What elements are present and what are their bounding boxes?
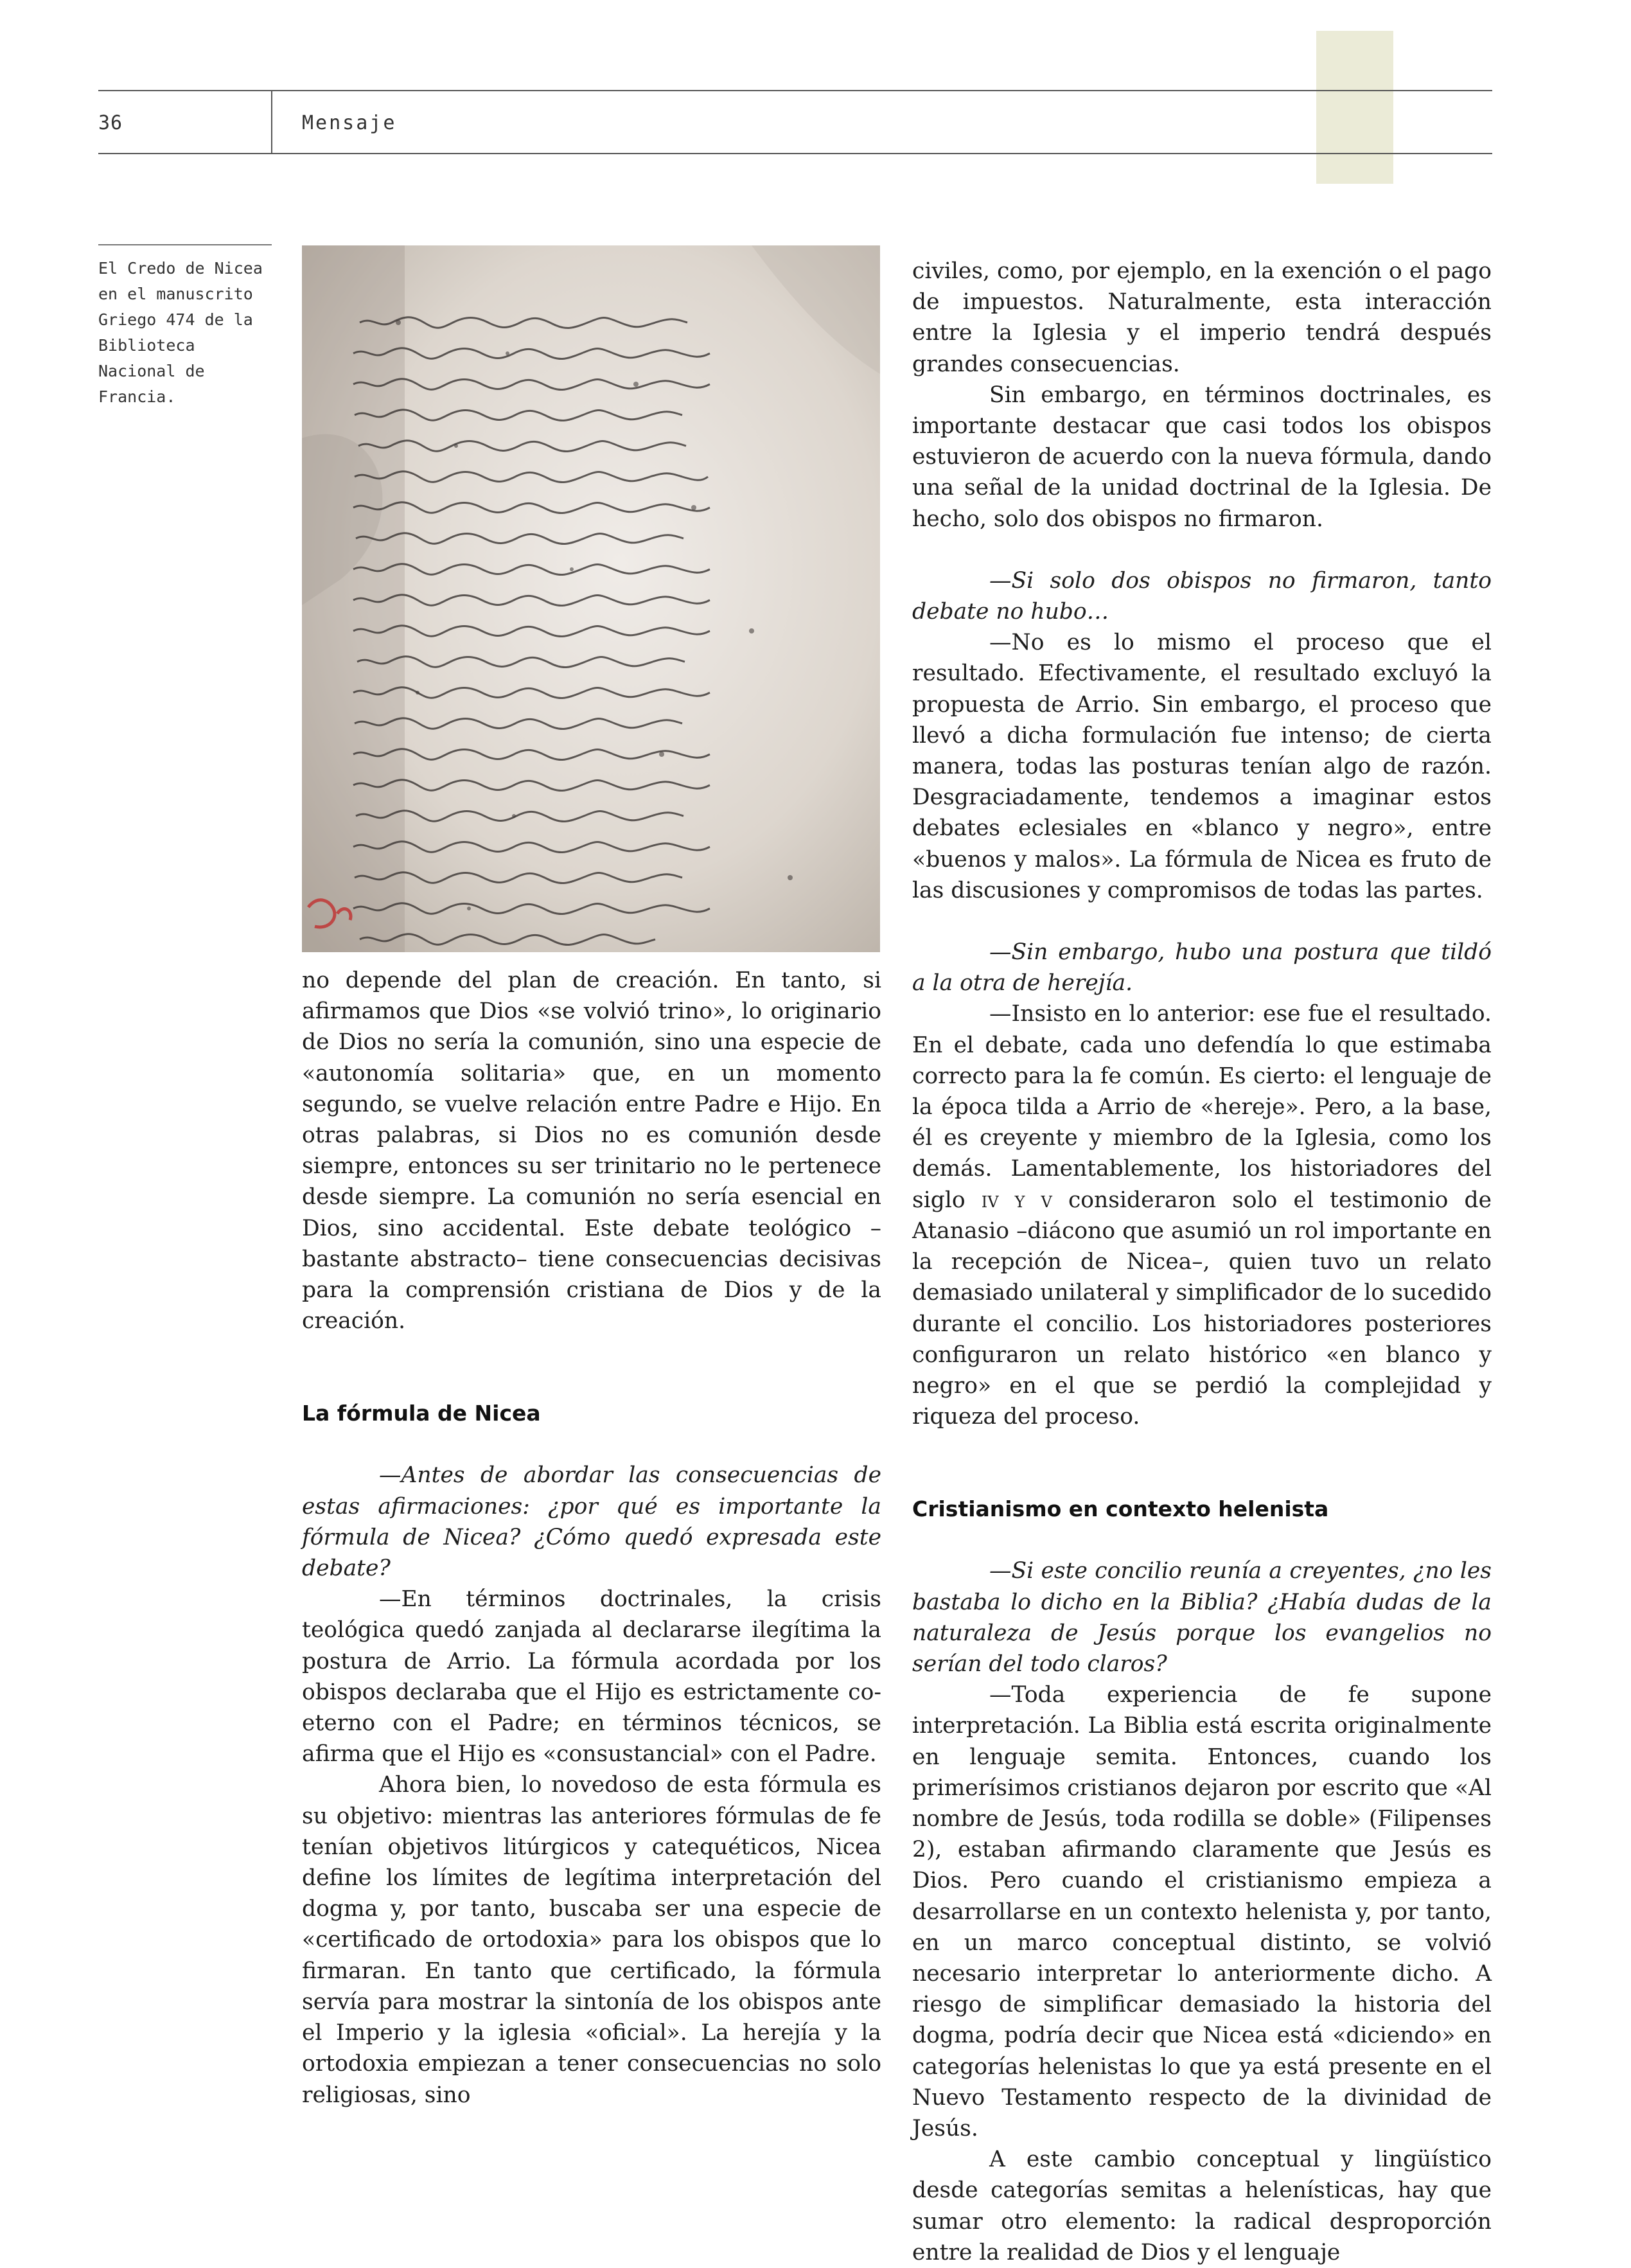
body-paragraph: Sin embargo, en términos doctrinales, es importante destacar que casi todos los obispos estuvieron de acuerdo con la nueva fórmula, dando una señal de la unidad doctrinal de la Iglesia. De hecho, solo dos obispos no firmaron. [912, 382, 1492, 532]
section-name: Mensaje [302, 112, 397, 134]
header-top-rule [98, 90, 1492, 91]
body-paragraph: Ahora bien, lo novedoso de esta fórmula es su objetivo: mientras las anteriores fórmulas de fe tenían objetivos litúrgicos y catequéticos, Nicea define los límites de legítima interpretación del dogma y, por tanto, buscaba ser una especie de «certificado de ortodoxia» para los obispos que lo firmaran. En tanto que certificado, la fórmula servía para mostrar la sintonía de los obispos ante el Imperio y la iglesia «oficial». La herejía y la ortodoxia empiezan a tener consecuencias no solo religiosas, sino [302, 1772, 881, 2108]
century-numerals: iv y v [981, 1187, 1052, 1213]
manuscript-image [302, 245, 880, 952]
right-column [912, 256, 1492, 2268]
left-intro-paragraph: no depende del plan de creación. En tanto, si afirmamos que Dios «se volvió trino», lo originario de Dios no sería la comunión, sino una especie de «autonomía solitaria» que, en un momento segundo, se vuelve relación entre Padre e Hijo. En otras palabras, si Dios no es comunión desde siempre, entonces su ser trinitario no le pertenece desde siempre. La comunión no sería esencial en Dios, sino accidental. Este debate teológico –bastante abstracto– tiene consecuencias decisivas para la comprensión cristiana de Dios y de la creación. [302, 968, 881, 1334]
answer-paragraph: —En términos doctrinales, la crisis teológica quedó zanjada al declararse ilegítima la postura de Arrio. La fórmula acordada por los obispos declaraba que el Hijo es estrictamente co-eterno con el Padre; en términos técnicos, se afirma que el Hijo es «consustancial» con el Padre. [302, 1586, 881, 1767]
heading-formula-nicea: La fórmula de Nicea [302, 1401, 541, 1426]
answer-text: —Insisto en lo anterior: ese fue el resultado. En el debate, cada uno defendía lo que estimaba correcto para la fe común. Es cierto: el lenguaje de la época tilda a Arrio de «hereje». Pero, a la base, él es creyente y miembro de la Iglesia, como los demás. Lamentablemente, los historiadores del siglo [912, 1001, 1492, 1213]
question-paragraph: —Sin embargo, hubo una postura que tildó a la otra de herejía. [912, 939, 1492, 997]
page-number: 36 [98, 112, 123, 134]
manuscript-illustration [302, 245, 880, 952]
header-bottom-rule [98, 153, 1492, 154]
body-paragraph: A este cambio conceptual y lingüístico desde categorías semitas a helenísticas, hay que sumar otro elemento: la radical desproporción entre la realidad de Dios y el lenguaje [912, 2147, 1492, 2265]
caption-rule [98, 244, 272, 245]
header-divider [271, 90, 272, 154]
left-column [302, 965, 881, 2111]
answer-text: consideraron solo el testimonio de Atanasio –diácono que asumió un rol importante en la recepción de Nicea–, quien tuvo un relato demasiado unilateral y simplificador de lo sucedido durante el concilio. Los historiadores posteriores configuraron un relato histórico «en blanco y negro» en el que se perdió la complejidad y riqueza del proceso. [912, 1187, 1492, 1430]
answer-paragraph: —Toda experiencia de fe supone interpretación. La Biblia está escrita originalmente en lenguaje semita. Entonces, cuando los primerísimos cristianos dejaron por escrito que «Al nombre de Jesús, toda rodilla se doble» (Filipenses 2), estaban afirmando claramente que Jesús es Dios. Pero cuando el cristianismo empieza a desarrollarse en un contexto helenista y, por tanto, en un marco conceptual distinto, se volvió necesario interpretar lo anteriormente dicho. A riesgo de simplificar demasiado la historia del dogma, podría decir que Nicea está «diciendo» en categorías helenistas lo que ya está presente en el Nuevo Testamento respecto de la divinidad de Jesús. [912, 1682, 1492, 2141]
question-paragraph: —Antes de abordar las consecuencias de estas afirmaciones: ¿por qué es importante la fórmula de Nicea? ¿Cómo quedó expresada este debate? [302, 1462, 881, 1582]
body-paragraph: civiles, como, por ejemplo, en la exención o el pago de impuestos. Naturalmente, esta interacción entre la Iglesia y el imperio tendrá después grandes consecuencias. [912, 258, 1492, 377]
question-paragraph: —Si solo dos obispos no firmaron, tanto debate no hubo… [912, 567, 1492, 625]
question-paragraph: —Si este concilio reunía a creyentes, ¿no les bastaba lo dicho en la Biblia? ¿Había dudas de la naturaleza de Jesús porque los evangelios no serían del todo claros? [912, 1558, 1492, 1677]
heading-cristianismo-helenista: Cristianismo en contexto helenista [912, 1496, 1329, 1522]
section-tab [1316, 31, 1393, 184]
answer-paragraph: —No es lo mismo el proceso que el resultado. Efectivamente, el resultado excluyó la propuesta de Arrio. Sin embargo, el proceso que llevó a dicha formulación fue intenso; de cierta manera, todas las posturas tenían algo de razón. Desgraciadamente, tendemos a imaginar estos debates eclesiales en «blanco y negro», entre «buenos y malos». La fórmula de Nicea es fruto de las discusiones y compromisos de todas las partes. [912, 630, 1492, 903]
figure-caption: El Credo de Nicea en el manuscrito Griego 474 de la Biblioteca Nacional de Francia. [98, 259, 263, 406]
answer-paragraph [912, 998, 1492, 1432]
